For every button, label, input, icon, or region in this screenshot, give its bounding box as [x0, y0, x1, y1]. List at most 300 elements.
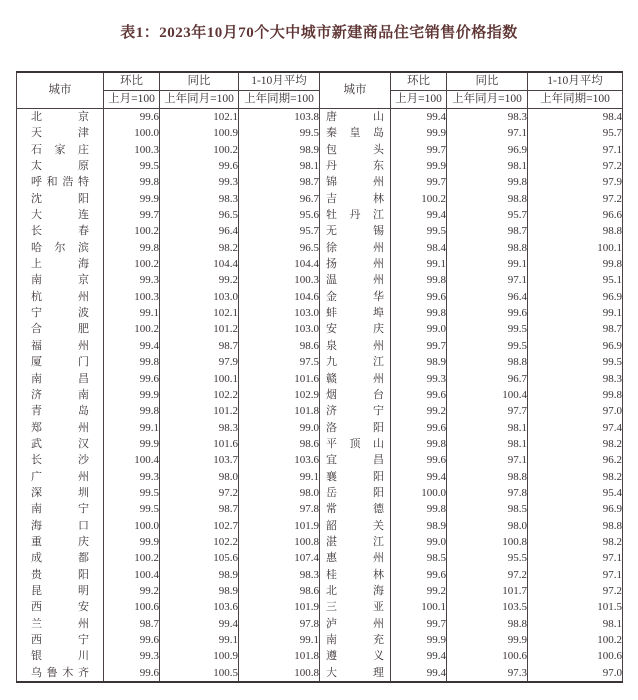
mom-value: 99.7 [391, 616, 447, 632]
header-yoy-base-right: 上年同月=100 [447, 91, 528, 109]
yoy-value: 98.8 [447, 240, 528, 256]
mom-value: 99.9 [104, 191, 160, 207]
city-name-text: 牡丹江 [326, 209, 384, 222]
table-row [17, 158, 623, 174]
avg-value: 95.6 [239, 207, 320, 223]
mom-value: 99.7 [104, 207, 160, 223]
city-name-text: 合肥 [31, 323, 89, 336]
avg-value: 103.0 [239, 305, 320, 321]
header-mom-base-left: 上月=100 [104, 91, 160, 109]
table-row [17, 207, 623, 223]
header-city-left: 城市 [17, 72, 104, 109]
city-name-text: 惠州 [326, 552, 384, 565]
avg-value: 97.1 [528, 550, 623, 566]
city-name [320, 125, 391, 141]
city-name [17, 534, 104, 550]
yoy-value: 98.2 [160, 240, 239, 256]
avg-value: 99.0 [239, 420, 320, 436]
city-name-text: 西宁 [31, 634, 89, 646]
avg-value: 103.8 [239, 109, 320, 126]
city-name-text: 重庆 [31, 535, 89, 548]
avg-value: 100.6 [528, 648, 623, 664]
mom-value: 99.7 [391, 142, 447, 158]
table-row [17, 534, 623, 550]
city-name-text: 赣州 [326, 372, 384, 385]
avg-value: 96.5 [239, 240, 320, 256]
yoy-value: 101.2 [160, 321, 239, 337]
yoy-value: 97.1 [447, 452, 528, 468]
city-name-text: 长春 [31, 225, 89, 238]
city-name-text: 三亚 [326, 601, 384, 614]
mom-value: 99.5 [104, 501, 160, 517]
mom-value: 99.8 [104, 403, 160, 419]
table-row [17, 354, 623, 370]
city-name-text: 蚌埠 [326, 307, 384, 320]
avg-value: 101.8 [239, 648, 320, 664]
avg-value: 99.8 [528, 256, 623, 272]
mom-value: 100.2 [104, 223, 160, 239]
mom-value: 99.1 [104, 305, 160, 321]
avg-value: 98.2 [528, 469, 623, 485]
avg-value: 99.5 [239, 125, 320, 141]
city-name [17, 289, 104, 305]
mom-value: 99.6 [104, 632, 160, 648]
table-row [17, 240, 623, 256]
avg-value: 97.5 [239, 354, 320, 370]
city-name [17, 420, 104, 436]
mom-value: 99.3 [104, 272, 160, 288]
avg-value: 98.7 [528, 321, 623, 337]
avg-value: 96.9 [528, 289, 623, 305]
avg-value: 97.0 [528, 403, 623, 419]
table-row [17, 550, 623, 566]
avg-value: 100.8 [239, 665, 320, 682]
city-name [17, 469, 104, 485]
table-row [17, 371, 623, 387]
city-name-text: 深圳 [31, 486, 89, 499]
city-name [17, 305, 104, 321]
yoy-value: 98.1 [447, 158, 528, 174]
city-name [320, 321, 391, 337]
table-row [17, 191, 623, 207]
mom-value: 99.6 [391, 452, 447, 468]
mom-value: 99.1 [104, 420, 160, 436]
yoy-value: 99.4 [160, 616, 239, 632]
table-row [17, 109, 623, 126]
table-row [17, 289, 623, 305]
table-header [17, 72, 623, 109]
avg-value: 98.8 [528, 223, 623, 239]
avg-value: 101.6 [239, 371, 320, 387]
mom-value: 100.1 [391, 599, 447, 615]
avg-value: 101.9 [239, 518, 320, 534]
yoy-value: 97.9 [160, 354, 239, 370]
avg-value: 100.3 [239, 272, 320, 288]
avg-value: 107.4 [239, 550, 320, 566]
mom-value: 99.4 [391, 207, 447, 223]
city-name-text: 南宁 [31, 503, 89, 516]
table-row [17, 616, 623, 632]
yoy-value: 98.7 [160, 338, 239, 354]
city-name [17, 403, 104, 419]
yoy-value: 103.6 [160, 599, 239, 615]
yoy-value: 98.5 [447, 501, 528, 517]
avg-value: 98.4 [528, 109, 623, 126]
city-name [17, 567, 104, 583]
mom-value: 99.5 [104, 158, 160, 174]
mom-value: 99.9 [104, 387, 160, 403]
yoy-value: 103.7 [160, 452, 239, 468]
city-name [320, 305, 391, 321]
city-name-text: 大理 [326, 666, 384, 679]
header-avg-left: 1-10月平均 [239, 72, 320, 91]
header-yoy-base-left: 上年同月=100 [160, 91, 239, 109]
mom-value: 99.8 [391, 436, 447, 452]
yoy-value: 98.7 [160, 501, 239, 517]
mom-value: 99.4 [391, 469, 447, 485]
mom-value: 99.6 [391, 387, 447, 403]
yoy-value: 100.1 [160, 371, 239, 387]
city-name [17, 109, 104, 126]
yoy-value: 100.2 [160, 142, 239, 158]
city-name-text: 沈阳 [31, 192, 89, 205]
city-name [320, 387, 391, 403]
mom-value: 99.8 [391, 501, 447, 517]
avg-value: 96.9 [528, 501, 623, 517]
yoy-value: 96.4 [160, 223, 239, 239]
page-title: 表1：2023年10月70个大中城市新建商品住宅销售价格指数 [120, 25, 518, 41]
city-name-text: 平顶山 [326, 437, 384, 450]
city-name [320, 501, 391, 517]
table-row [17, 420, 623, 436]
yoy-value: 99.1 [447, 256, 528, 272]
city-name [320, 338, 391, 354]
city-name [320, 469, 391, 485]
city-name-text: 大连 [31, 209, 89, 222]
city-name-text: 武汉 [31, 437, 89, 450]
city-name-text: 洛阳 [326, 421, 384, 434]
city-name [320, 403, 391, 419]
city-name [17, 223, 104, 239]
city-name-text: 南昌 [31, 372, 89, 385]
avg-value: 98.8 [528, 518, 623, 534]
city-name-text: 秦皇岛 [326, 127, 384, 140]
city-name [17, 599, 104, 615]
avg-value: 96.2 [528, 452, 623, 468]
table-row [17, 501, 623, 517]
city-name-text: 宁波 [31, 307, 89, 320]
yoy-value: 96.4 [447, 289, 528, 305]
city-name-text: 福州 [31, 339, 89, 352]
mom-value: 99.5 [104, 485, 160, 501]
yoy-value: 99.2 [160, 272, 239, 288]
yoy-value: 99.9 [447, 632, 528, 648]
header-yoy-left: 同比 [160, 72, 239, 91]
city-name-text: 泸州 [326, 617, 384, 630]
yoy-value: 99.5 [447, 321, 528, 337]
table-row [17, 485, 623, 501]
city-name-text: 金华 [326, 290, 384, 303]
avg-value: 100.2 [528, 632, 623, 648]
yoy-value: 103.0 [160, 289, 239, 305]
avg-value: 97.1 [528, 567, 623, 583]
yoy-value: 98.7 [447, 223, 528, 239]
city-name-text: 西安 [31, 601, 89, 614]
table-row [17, 305, 623, 321]
avg-value: 96.9 [528, 338, 623, 354]
city-name-text: 郑州 [31, 421, 89, 434]
header-avg-right: 1-10月平均 [528, 72, 623, 91]
table-row [17, 272, 623, 288]
yoy-value: 99.6 [160, 158, 239, 174]
mom-value: 100.2 [104, 321, 160, 337]
mom-value: 99.4 [104, 338, 160, 354]
mom-value: 99.3 [391, 371, 447, 387]
yoy-value: 100.9 [160, 125, 239, 141]
mom-value: 100.2 [104, 256, 160, 272]
city-name [320, 648, 391, 664]
header-avg-base-right: 上年同期=100 [528, 91, 623, 109]
yoy-value: 98.8 [447, 191, 528, 207]
city-name [17, 338, 104, 354]
city-name [17, 436, 104, 452]
table-row [17, 321, 623, 337]
city-name [320, 632, 391, 648]
table-row [17, 387, 623, 403]
city-name [320, 354, 391, 370]
city-name [17, 272, 104, 288]
city-name [17, 240, 104, 256]
table-row [17, 223, 623, 239]
city-name-text: 宜昌 [326, 454, 384, 467]
yoy-value: 97.7 [447, 403, 528, 419]
yoy-value: 100.4 [447, 387, 528, 403]
mom-value: 99.8 [391, 272, 447, 288]
city-name-text: 韶关 [326, 519, 384, 532]
avg-value: 101.5 [528, 599, 623, 615]
mom-value: 99.4 [391, 665, 447, 682]
mom-value: 99.0 [391, 321, 447, 337]
city-name-text: 徐州 [326, 241, 384, 254]
city-name [320, 518, 391, 534]
city-name [320, 616, 391, 632]
mom-value: 99.8 [104, 174, 160, 190]
mom-value: 99.8 [104, 240, 160, 256]
yoy-value: 98.1 [447, 420, 528, 436]
city-name-text: 烟台 [326, 388, 384, 401]
avg-value: 95.1 [528, 272, 623, 288]
mom-value: 99.8 [391, 305, 447, 321]
mom-value: 99.8 [104, 354, 160, 370]
yoy-value: 97.1 [447, 272, 528, 288]
mom-value: 100.0 [104, 518, 160, 534]
city-name [17, 256, 104, 272]
city-name-text: 青岛 [31, 405, 89, 418]
yoy-value: 99.3 [160, 174, 239, 190]
mom-value: 99.2 [104, 583, 160, 599]
yoy-value: 98.3 [160, 420, 239, 436]
avg-value: 98.6 [239, 338, 320, 354]
mom-value: 99.6 [104, 109, 160, 126]
city-name-text: 海口 [31, 519, 89, 532]
yoy-value: 102.2 [160, 534, 239, 550]
city-name [17, 452, 104, 468]
header-row-main [17, 72, 623, 91]
yoy-value: 97.3 [447, 665, 528, 682]
city-name-text: 常德 [326, 503, 384, 516]
mom-value: 99.9 [104, 534, 160, 550]
header-yoy-right: 同比 [447, 72, 528, 91]
yoy-value: 101.2 [160, 403, 239, 419]
city-name-text: 湛江 [326, 535, 384, 548]
mom-value: 99.6 [104, 371, 160, 387]
city-name [320, 289, 391, 305]
city-name [320, 583, 391, 599]
avg-value: 96.7 [239, 191, 320, 207]
header-mom-left: 环比 [104, 72, 160, 91]
avg-value: 104.6 [239, 289, 320, 305]
city-name-text: 吉林 [326, 192, 384, 205]
yoy-value: 98.8 [447, 616, 528, 632]
city-name-text: 岳阳 [326, 486, 384, 499]
table-row [17, 338, 623, 354]
yoy-value: 99.1 [160, 632, 239, 648]
mom-value: 99.2 [391, 403, 447, 419]
city-name [17, 191, 104, 207]
yoy-value: 104.4 [160, 256, 239, 272]
table-row [17, 648, 623, 664]
mom-value: 98.4 [391, 240, 447, 256]
avg-value: 99.1 [239, 632, 320, 648]
avg-value: 104.4 [239, 256, 320, 272]
city-name [320, 256, 391, 272]
yoy-value: 98.9 [160, 583, 239, 599]
yoy-value: 102.1 [160, 305, 239, 321]
avg-value: 96.6 [528, 207, 623, 223]
city-name-text: 桂林 [326, 568, 384, 581]
city-name [17, 632, 104, 648]
city-name-text: 哈尔滨 [31, 241, 89, 254]
mom-value: 99.2 [391, 583, 447, 599]
table-row [17, 452, 623, 468]
city-name-text: 扬州 [326, 258, 384, 271]
mom-value: 99.7 [391, 338, 447, 354]
mom-value: 100.3 [104, 289, 160, 305]
yoy-value: 102.7 [160, 518, 239, 534]
city-name-text: 南充 [326, 634, 384, 646]
mom-value: 99.1 [391, 256, 447, 272]
yoy-value: 98.3 [160, 191, 239, 207]
table-row [17, 256, 623, 272]
mom-value: 100.3 [104, 142, 160, 158]
city-name-text: 广州 [31, 470, 89, 483]
city-name [17, 125, 104, 141]
yoy-value: 96.5 [160, 207, 239, 223]
avg-value: 97.4 [528, 420, 623, 436]
avg-value: 97.9 [528, 174, 623, 190]
city-name [320, 534, 391, 550]
city-name [17, 550, 104, 566]
yoy-value: 105.6 [160, 550, 239, 566]
yoy-value: 98.0 [447, 518, 528, 534]
avg-value: 98.0 [239, 485, 320, 501]
table-row [17, 125, 623, 141]
yoy-value: 98.8 [447, 354, 528, 370]
city-name-text: 无锡 [326, 225, 384, 238]
avg-value: 101.8 [239, 403, 320, 419]
city-name-text: 长沙 [31, 454, 89, 467]
header-mom-base-right: 上月=100 [391, 91, 447, 109]
city-name [320, 371, 391, 387]
yoy-value: 101.7 [447, 583, 528, 599]
city-name-text: 乌鲁木齐 [31, 666, 89, 679]
yoy-value: 95.5 [447, 550, 528, 566]
mom-value: 99.9 [391, 632, 447, 648]
city-name [17, 665, 104, 682]
avg-value: 101.9 [239, 599, 320, 615]
yoy-value: 100.6 [447, 648, 528, 664]
header-avg-base-left: 上年同期=100 [239, 91, 320, 109]
mom-value: 99.6 [391, 420, 447, 436]
header-city-right: 城市 [320, 72, 391, 109]
yoy-value: 97.8 [447, 485, 528, 501]
mom-value: 99.4 [391, 648, 447, 664]
mom-value: 99.0 [391, 534, 447, 550]
avg-value: 98.2 [528, 436, 623, 452]
city-name [320, 436, 391, 452]
city-name-text: 安庆 [326, 323, 384, 336]
mom-value: 100.0 [391, 485, 447, 501]
city-name-text: 南京 [31, 274, 89, 287]
table-row [17, 583, 623, 599]
mom-value: 99.6 [391, 289, 447, 305]
yoy-value: 100.5 [160, 665, 239, 682]
mom-value: 100.4 [104, 567, 160, 583]
city-name [320, 142, 391, 158]
city-name [320, 272, 391, 288]
price-index-table-container [16, 71, 623, 683]
city-name [320, 207, 391, 223]
mom-value: 99.9 [391, 125, 447, 141]
city-name [17, 518, 104, 534]
city-name-text: 遵义 [326, 650, 384, 663]
yoy-value: 99.5 [447, 338, 528, 354]
table-row [17, 599, 623, 615]
city-name-text: 泉州 [326, 339, 384, 352]
mom-value: 99.3 [104, 648, 160, 664]
mom-value: 100.2 [104, 550, 160, 566]
yoy-value: 98.3 [447, 109, 528, 126]
table-row [17, 436, 623, 452]
avg-value: 98.9 [239, 142, 320, 158]
yoy-value: 102.1 [160, 109, 239, 126]
table-row [17, 665, 623, 682]
city-name-text: 唐山 [326, 111, 384, 123]
city-name-text: 北京 [31, 111, 89, 123]
yoy-value: 97.2 [447, 567, 528, 583]
avg-value: 98.3 [528, 371, 623, 387]
avg-value: 95.7 [239, 223, 320, 239]
header-mom-right: 环比 [391, 72, 447, 91]
mom-value: 99.9 [391, 158, 447, 174]
city-name [320, 599, 391, 615]
yoy-value: 97.2 [160, 485, 239, 501]
avg-value: 99.8 [528, 387, 623, 403]
avg-value: 98.6 [239, 436, 320, 452]
city-name [320, 452, 391, 468]
yoy-value: 100.8 [447, 534, 528, 550]
yoy-value: 98.1 [447, 436, 528, 452]
